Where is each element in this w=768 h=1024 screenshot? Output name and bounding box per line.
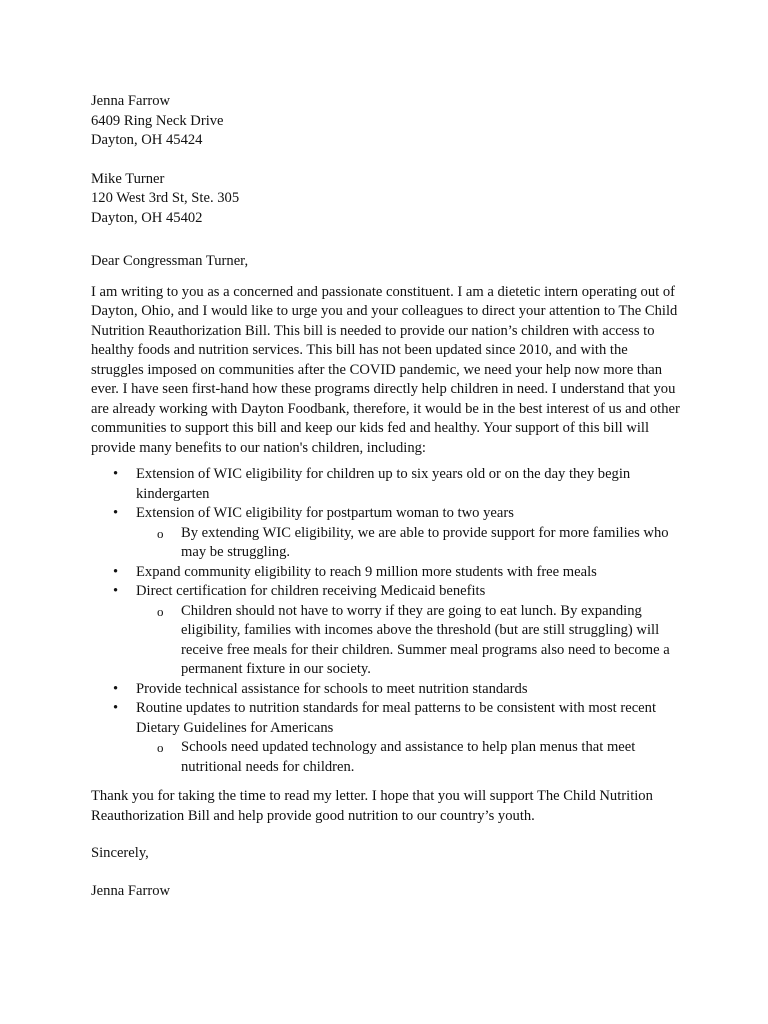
benefits-list [91,465,681,777]
list-item-text: Extension of WIC eligibility for children up to six years old or on the day they begin kindergarten [136,466,631,502]
sub-list-item [136,524,681,563]
bullet-icon: • [113,466,119,482]
sub-list [136,602,681,680]
recipient-street: 120 West 3rd St, Ste. 305 [91,190,240,206]
list-item-text: Provide technical assistance for schools to meet nutrition standards [136,680,528,697]
sender-city: Dayton, OH 45424 [91,132,203,148]
list-item [91,504,681,563]
sender-address [91,92,681,151]
bullet-icon: • [113,505,119,521]
signature: Jenna Farrow [91,882,171,899]
sub-bullet-icon: o [157,603,164,619]
bullet-icon: • [113,680,119,697]
bullet-icon: • [113,583,119,599]
recipient-name: Mike Turner [91,170,165,187]
list-item [91,582,681,680]
list-item-text: Expand community eligibility to reach 9 million more students with free meals [136,563,597,580]
closing-paragraph: Thank you for taking the time to read my letter. I hope that you will support The Child Nutrition Reauthorization Bill and help provide good nutrition to our country’s youth. [91,788,653,824]
sub-bullet-icon: o [157,525,164,541]
sub-bullet-icon: o [157,740,164,755]
sub-list-item-text: Children should not have to worry if they are going to eat lunch. By expanding eligibility, families with incomes above the threshold (but are still struggling) will receive free meals for their children. Summer meal programs also need to become a permanent fixture in our society. [181,602,670,677]
list-item [91,563,681,583]
list-item [91,699,681,777]
intro-paragraph: I am writing to you as a concerned and passionate constituent. I am a dietetic intern operating out of Dayton, Ohio, and I would like to urge you and your colleagues to direct your attention to The Child Nutrition Reauthorization Bill. This bill is needed to provide our nation’s children with access to healthy foods and nutrition services. This bill has not been updated since 2010, and with the struggles imposed on communities after the COVID pandemic, we need your help now more than ever. I have seen first-hand how these programs directly help children in need. I understand that you are already working with Dayton Foodbank, therefore, it would be in the best interest of us and other communities to support this bill and keep our kids fed and healthy. Your support of this bill will provide many benefits to our nation's children, including: [91,283,680,456]
sender-name: Jenna Farrow [91,93,171,109]
salutation: Dear Congressman Turner, [91,253,249,269]
sub-list [136,738,681,777]
list-item-text: Routine updates to nutrition standards for meal patterns to be consistent with most recent Dietary Guidelines for Americans [136,700,656,736]
list-item-text: Direct certification for children receiving Medicaid benefits [136,583,486,599]
list-item [91,680,681,700]
bullet-icon: • [113,700,119,716]
letter-content [91,92,681,901]
recipient-address [91,170,681,229]
sub-list-item [136,738,681,777]
sub-list [136,524,681,563]
recipient-city: Dayton, OH 45402 [91,209,203,226]
sub-list-item [136,602,681,680]
bullet-icon: • [113,563,119,580]
sub-list-item-text: By extending WIC eligibility, we are able to provide support for more families who may be struggling. [181,524,669,560]
list-item [91,465,681,504]
signoff: Sincerely, [91,845,149,861]
sub-list-item-text: Schools need updated technology and assistance to help plan menus that meet nutritional needs for children. [181,739,636,775]
list-item-text: Extension of WIC eligibility for postpartum woman to two years [136,505,514,521]
sender-street: 6409 Ring Neck Drive [91,112,224,129]
